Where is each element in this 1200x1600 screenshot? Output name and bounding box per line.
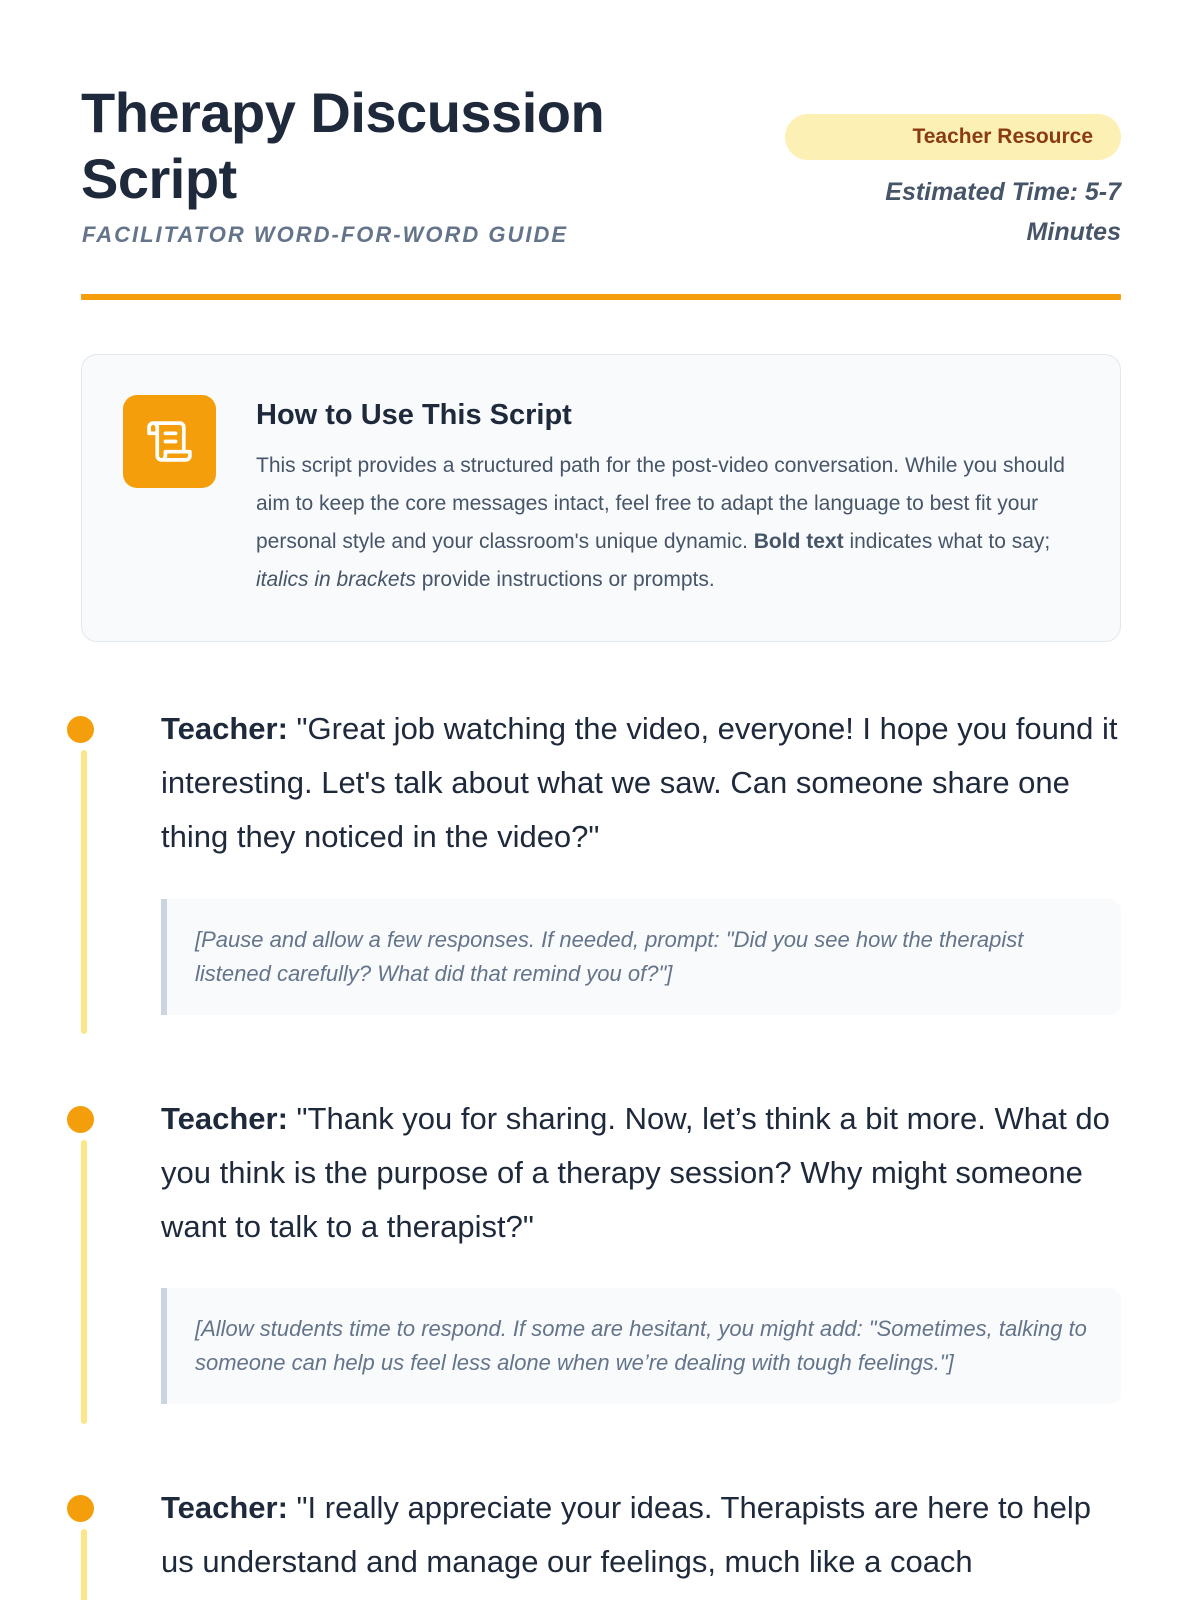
timeline-line	[81, 1140, 87, 1424]
speaker-label: Teacher:	[161, 711, 288, 746]
timeline-line	[81, 1529, 87, 1600]
header	[81, 80, 1121, 300]
how-to-use-callout	[81, 354, 1121, 642]
header-divider	[81, 294, 1121, 300]
speaker-label: Teacher:	[161, 1101, 288, 1136]
page-subtitle: FACILITATOR WORD-FOR-WORD GUIDE	[82, 222, 569, 247]
info-body-start: This script provides a structured path for the post-video conversation. While you should aim to keep the core messages intact, feel free to adapt the language to best fit your personal style and your classroom's unique dynamic.	[256, 454, 1065, 553]
info-body-end: provide instructions or prompts.	[415, 568, 715, 591]
info-title: How to Use This Script	[256, 399, 572, 431]
info-body-middle: indicates what to say;	[843, 530, 1051, 553]
timeline-dot	[67, 1495, 94, 1522]
scroll-icon	[123, 395, 216, 488]
facilitator-note: [Pause and allow a few responses. If needed, prompt: "Did you see how the therapist listened carefully? What did that remind you of?"]	[161, 899, 1121, 1015]
info-body-italic: italics in brackets	[256, 568, 416, 591]
speech-text: "Thank you for sharing. Now, let’s think a bit more. What do you think is the purpose of a therapy session? Why might someone want to talk to a therapist?"	[161, 1101, 1110, 1244]
timeline-line	[81, 750, 87, 1034]
page-title: Therapy Discussion Script	[81, 81, 605, 210]
info-body	[256, 447, 1076, 599]
teacher-line	[161, 1092, 1121, 1254]
timeline-dot	[67, 1106, 94, 1133]
speech-text: "I really appreciate your ideas. Therapists are here to help us understand and manage our feelings, much like a coach	[161, 1490, 1092, 1579]
facilitator-note: [Allow students time to respond. If some are hesitant, you might add: "Sometimes, talking to someone can help us feel less alone when we’re dealing with tough feelings."]	[161, 1288, 1121, 1404]
speech-text: "Great job watching the video, everyone! I hope you found it interesting. Let's talk about what we saw. Can someone share one thing they noticed in the video?"	[161, 711, 1118, 854]
teacher-line	[161, 702, 1121, 864]
teacher-resource-badge: Teacher Resource	[785, 114, 1121, 160]
teacher-line	[161, 1481, 1121, 1589]
info-body-bold: Bold text	[753, 530, 844, 553]
estimated-time: Estimated Time: 5-7 Minutes	[885, 178, 1121, 246]
speaker-label: Teacher:	[161, 1490, 288, 1525]
timeline-dot	[67, 716, 94, 743]
